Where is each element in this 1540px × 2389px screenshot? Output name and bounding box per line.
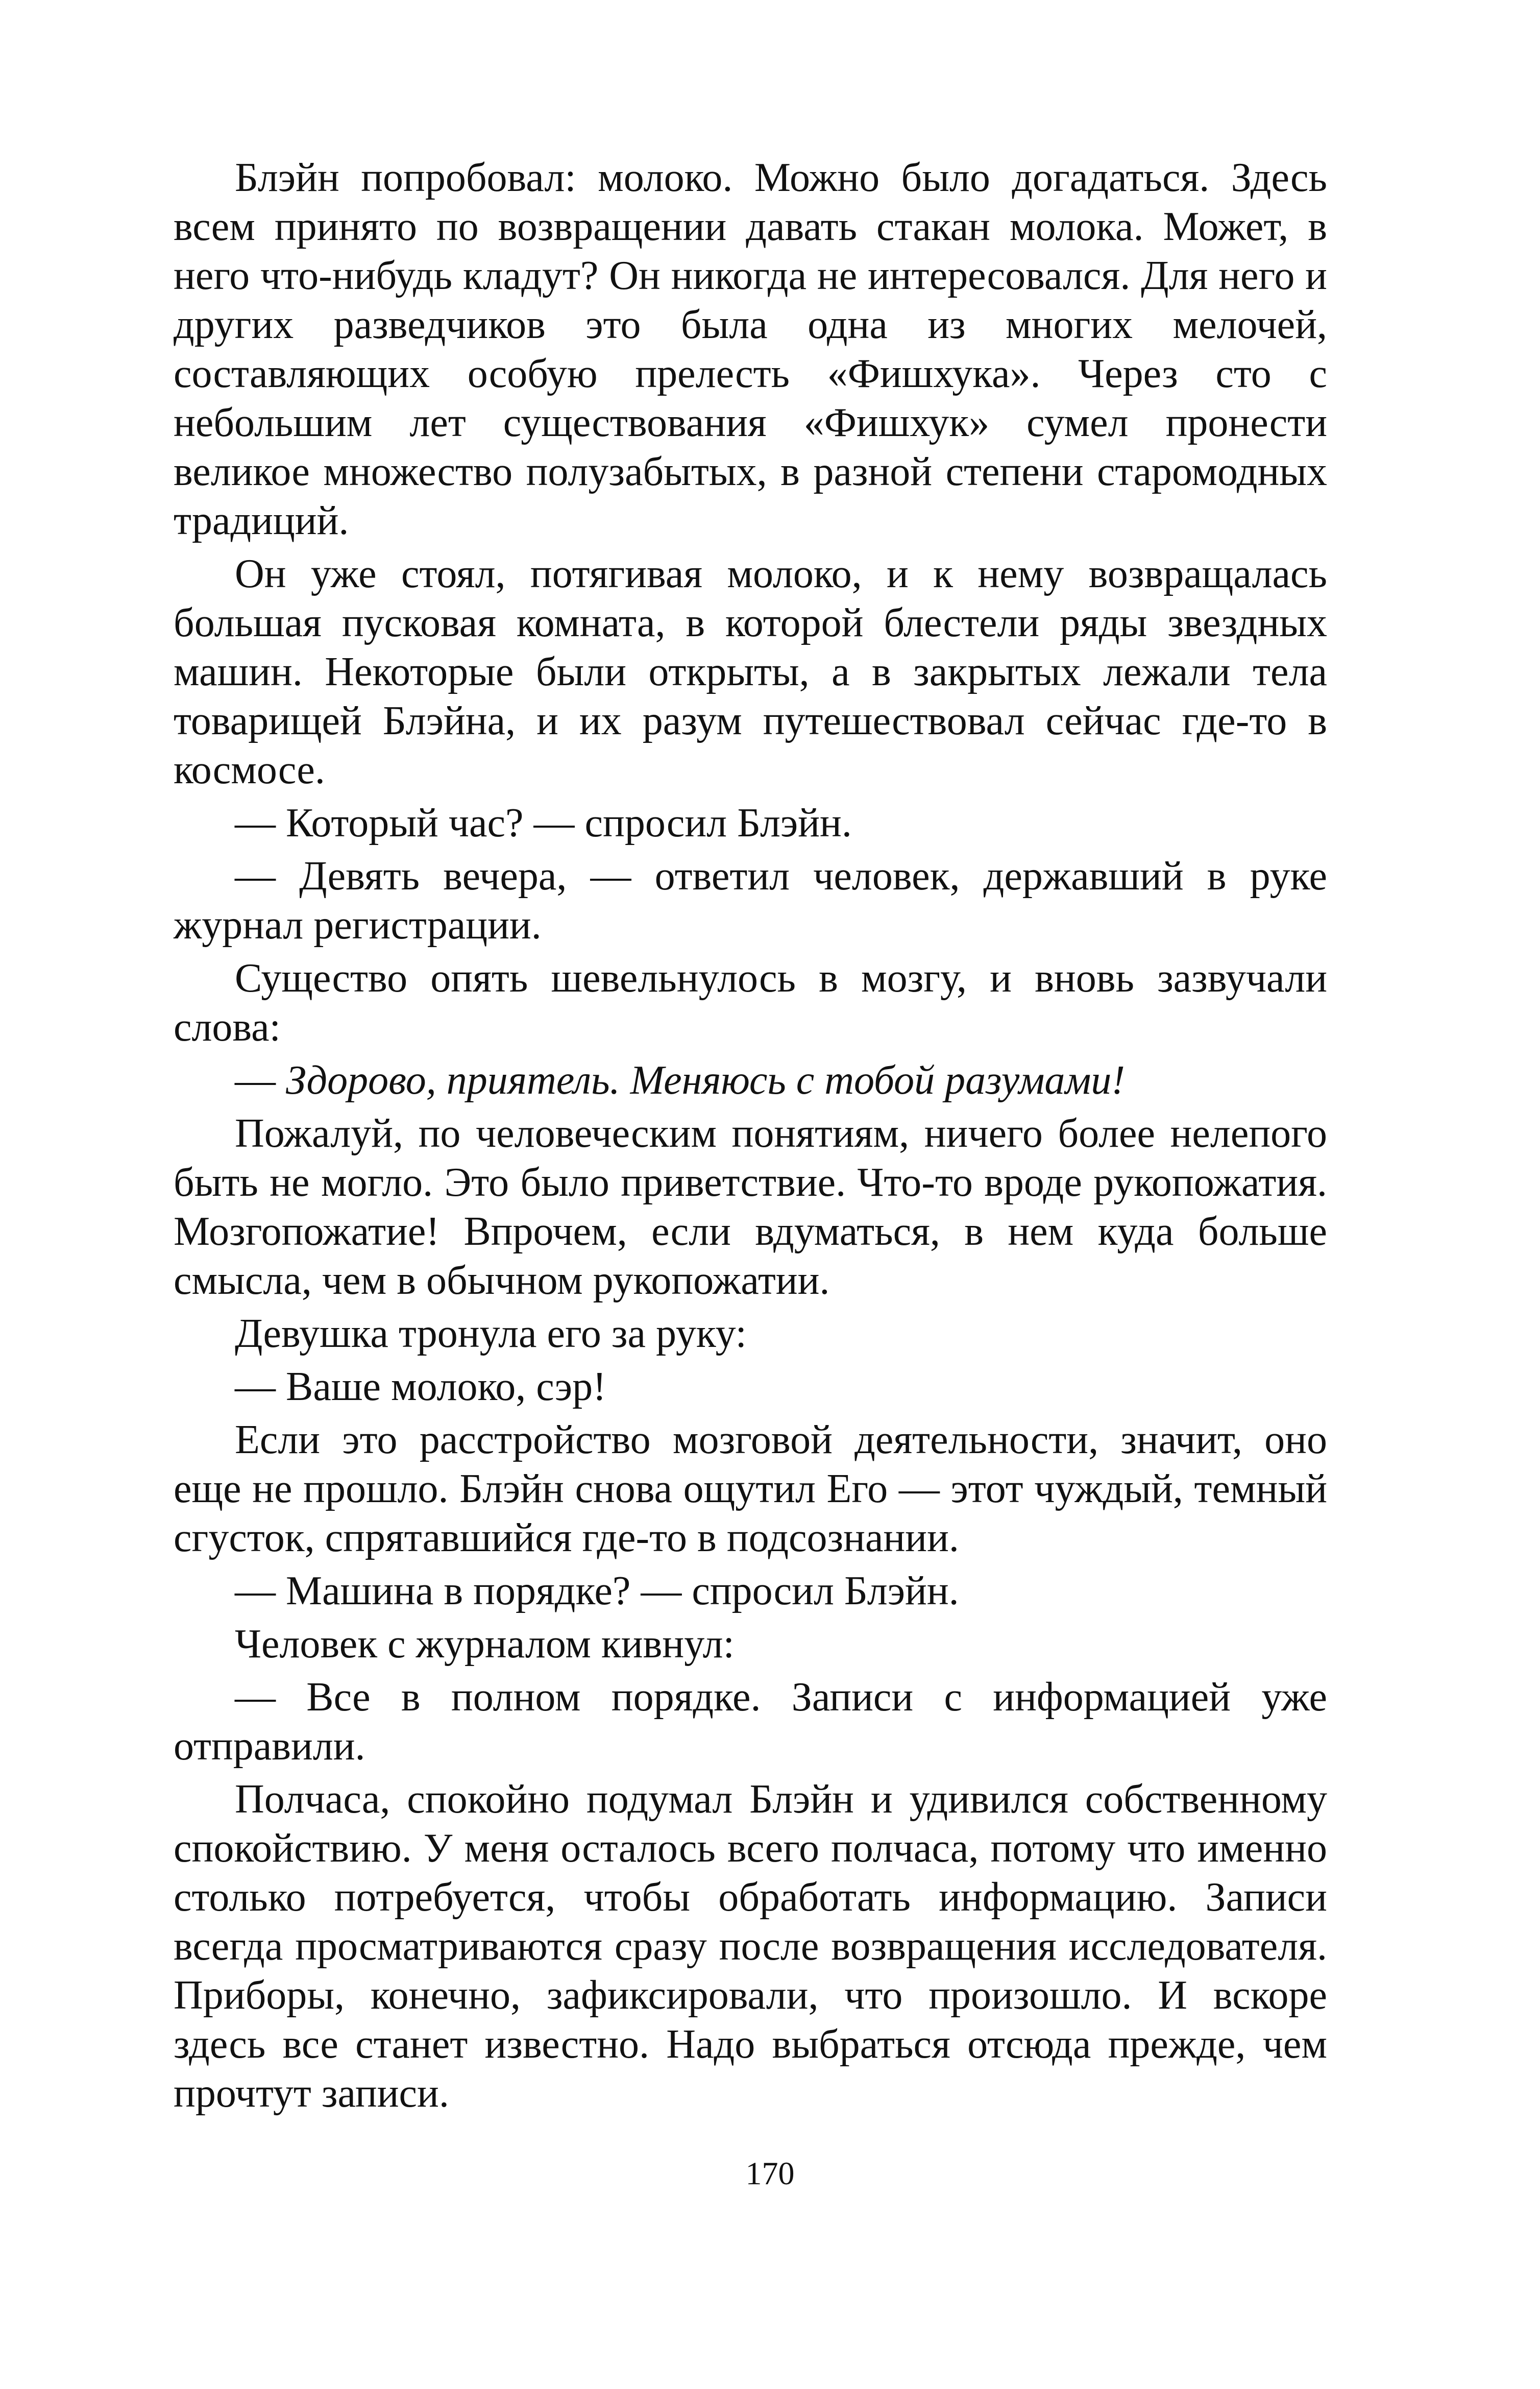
dialogue-line: — Машина в порядке? — спросил Блэйн. — [235, 1568, 959, 1613]
italic-phrase: Здорово, приятель. Меняюсь с тобой разумами! — [286, 1058, 1126, 1103]
dialogue-line: — Ваше молоко, сэр! — [235, 1364, 606, 1409]
dialogue-line: — Который час? — спросил Блэйн. — [235, 801, 852, 846]
dialogue-line: — Девять вечера, — ответил человек, державший в руке журнал регистрации. — [174, 854, 1327, 948]
paragraph: Девушка тронула его за руку: — [235, 1311, 747, 1356]
dialogue-line: — Все в полном порядке. Записи с информацией уже отправили. — [174, 1675, 1327, 1769]
italic-dialogue-line: — Здорово, приятель. Меняюсь с тобой разумами! — [235, 1058, 1126, 1103]
page-text-block — [174, 153, 1327, 2122]
paragraph: Существо опять шевельнулось в мозгу, и вновь зазвучали слова: — [174, 956, 1327, 1050]
paragraph: Человек с журналом кивнул: — [235, 1622, 735, 1667]
paragraph: Полчаса, спокойно подумал Блэйн и удивился собственному спокойствию. У меня осталось всего полчаса, потому что именно столько потребуется, чтобы обработать информацию. Записи всегда просматриваются сразу после возвращения исследователя. Приборы, конечно, зафиксировали, что произошло. И вскоре здесь все станет известно. Надо выбраться отсюда прежде, чем прочтут записи. — [174, 1777, 1327, 2116]
paragraph: Он уже стоял, потягивая молоко, и к нему возвращалась большая пусковая комната, в которой блестели ряды звездных машин. Некоторые были открыты, а в закрытых лежали тела товарищей Блэйна, и их разум путешествовал сейчас где-то в космосе. — [174, 551, 1327, 792]
page-number: 170 — [745, 2155, 795, 2191]
paragraph: Пожалуй, по человеческим понятиям, ничего более нелепого быть не могло. Это было приветствие. Что-то вроде рукопожатия. Мозгопожатие! Впрочем, если вдуматься, в нем куда больше смысла, чем в обычном рукопожатии. — [174, 1111, 1327, 1303]
paragraph: Если это расстройство мозговой деятельности, значит, оно еще не прошло. Блэйн снова ощутил Его — этот чуждый, темный сгусток, спрятавшийся где-то в подсознании. — [174, 1417, 1327, 1560]
paragraph: Блэйн попробовал: молоко. Можно было догадаться. Здесь всем принято по возвращении давать стакан молока. Может, в него что-нибудь кладут? Он никогда не интересовался. Для него и других разведчиков это была одна из многих мелочей, составляющих особую прелесть «Фишхука». Через сто с небольшим лет существования «Фишхук» сумел пронести великое множество полузабытых, в разной степени старомодных традиций. — [174, 155, 1327, 543]
